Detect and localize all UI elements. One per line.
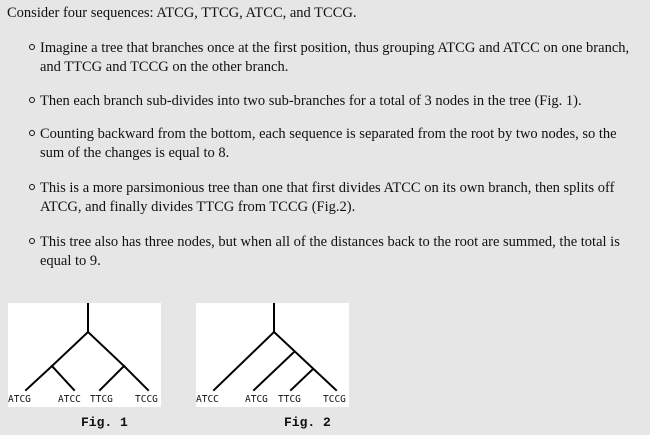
fig2-tree-diagram bbox=[196, 303, 349, 407]
fig1-leaf-label: ATCC bbox=[58, 394, 81, 405]
fig2-caption: Fig. 2 bbox=[284, 415, 331, 430]
fig1-right-branch bbox=[88, 332, 124, 366]
fig2-leaf-label: TCCG bbox=[323, 394, 346, 405]
bullet-text: This is a more parsimonious tree than one that first divides ATCC on its own branch, then splits off ATCG, and finally divides TTCG from TCCG (Fig.2). bbox=[40, 180, 615, 215]
bullet-text: Counting backward from the bottom, each sequence is separated from the root by two nodes, so the sum of the changes is equal to 8. bbox=[40, 126, 617, 161]
fig2-leaf-branch-3 bbox=[291, 369, 313, 390]
fig1-caption: Fig. 1 bbox=[81, 415, 128, 430]
fig2-leaf-label: ATCC bbox=[196, 394, 219, 405]
bullet-text: This tree also has three nodes, but when all of the distances back to the root are summed, the total is equal to 9. bbox=[40, 234, 620, 269]
bullet-item bbox=[29, 179, 641, 217]
fig2-leaf-label: TTCG bbox=[278, 394, 301, 405]
fig1-leaf-branch-3 bbox=[100, 366, 124, 390]
bullet-circle-icon bbox=[29, 184, 35, 190]
intro-text: Consider four sequences: ATCG, TTCG, ATCC, and TCCG. bbox=[7, 5, 357, 21]
fig2-tree-panel bbox=[196, 303, 349, 407]
fig1-leaf-label: TCCG bbox=[135, 394, 158, 405]
bullet-circle-icon bbox=[29, 238, 35, 244]
fig1-leaf-branch-1 bbox=[26, 366, 52, 390]
bullet-text: Imagine a tree that branches once at the first position, thus grouping ATCG and ATCC on one branch, and TTCG and TCCG on the other branch. bbox=[40, 40, 630, 75]
bullet-item bbox=[29, 39, 641, 77]
fig2-leaf-label: ATCG bbox=[245, 394, 268, 405]
fig1-tree-panel bbox=[8, 303, 161, 407]
fig1-leaf-label: TTCG bbox=[90, 394, 113, 405]
bullet-text: Then each branch sub-divides into two sub-branches for a total of 3 nodes in the tree (Fig. 1). bbox=[40, 93, 582, 109]
bullet-circle-icon bbox=[29, 97, 35, 103]
bullet-item bbox=[29, 92, 641, 111]
fig2-leaf-branch-1 bbox=[214, 332, 274, 390]
bullet-circle-icon bbox=[29, 44, 35, 50]
fig2-leaf-branch-2 bbox=[254, 352, 294, 390]
fig1-tree-diagram bbox=[8, 303, 161, 407]
fig1-left-branch bbox=[52, 332, 88, 366]
bullet-circle-icon bbox=[29, 130, 35, 136]
fig1-leaf-label: ATCG bbox=[8, 394, 31, 405]
fig1-leaf-branch-4 bbox=[124, 366, 148, 390]
fig1-leaf-branch-2 bbox=[52, 366, 74, 390]
bullet-item bbox=[29, 125, 641, 163]
bullet-item bbox=[29, 233, 641, 271]
